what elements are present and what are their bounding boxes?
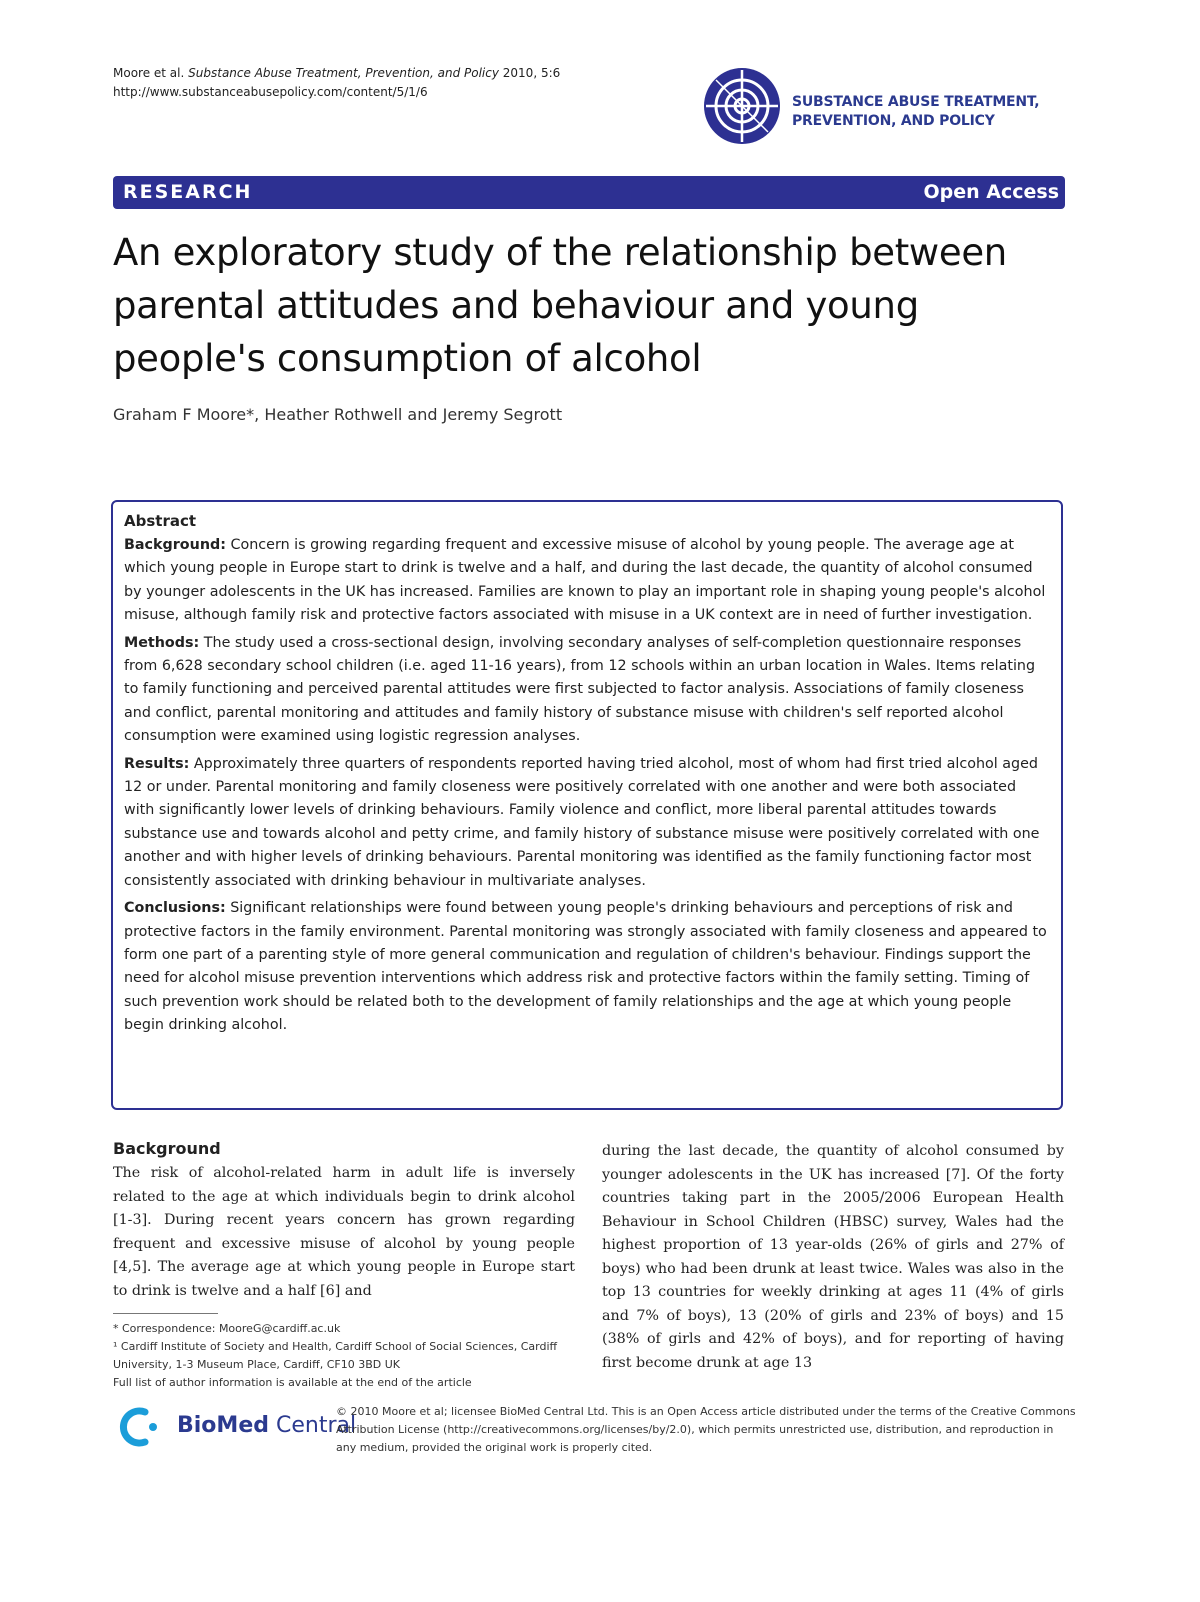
affiliation-line-1: ¹ Cardiff Institute of Society and Health, Cardiff School of Social Sciences, Cardiff <box>113 1340 558 1353</box>
abstract-conclusions <box>124 897 1050 1037</box>
license-line-1: © 2010 Moore et al; licensee BioMed Central Ltd. This is an Open Access article distributed under the terms of the Creative Commons <box>336 1405 1076 1418</box>
section-banner <box>113 176 1065 209</box>
results-label: Results: <box>124 755 190 772</box>
abstract-background <box>124 534 1050 628</box>
author-list: Graham F Moore*, Heather Rothwell and Jeremy Segrott <box>113 405 563 424</box>
methods-text: The study used a cross-sectional design, involving secondary analyses of self-completion questionnaire responses from 6,628 secondary school children (i.e. aged 11-16 years), from 12 schools within an urban location in Wales. Items relating to family functioning and perceived parental attitudes were first subjected to factor analysis. Associations of family closeness and conflict, parental monitoring and attitudes and family history of substance misuse with children's self reported alcohol consumption were examined using logistic regression analyses. <box>124 634 1036 745</box>
open-access-label: Open Access <box>923 181 1059 203</box>
title-line-2: parental attitudes and behaviour and young <box>113 284 919 327</box>
title-line-1: An exploratory study of the relationship between <box>113 231 1007 274</box>
publisher-name-regular: Central <box>269 1413 357 1438</box>
citation-authors: Moore et al. <box>113 66 185 80</box>
journal-name <box>792 93 1039 131</box>
biomed-central-icon <box>113 1407 169 1447</box>
abstract-box <box>111 500 1063 1110</box>
footnote-divider <box>113 1313 218 1314</box>
title-line-3: people's consumption of alcohol <box>113 337 702 380</box>
citation-journal: Substance Abuse Treatment, Prevention, and Policy <box>188 66 499 80</box>
journal-name-line1: SUBSTANCE ABUSE TREATMENT, <box>792 94 1040 110</box>
body-column-left <box>113 1138 575 1303</box>
section-label: RESEARCH <box>123 181 253 203</box>
license-line-3: any medium, provided the original work is properly cited. <box>336 1441 653 1454</box>
body-column-right <box>602 1140 1064 1375</box>
body-paragraph-left: The risk of alcohol-related harm in adult life is inversely related to the age at which individuals begin to drink alcohol [1-3]. During recent years concern has grown regarding frequent and excessive misuse of alcohol by young people [4,5]. The average age at which young people in Europe start to drink is twelve and a half [6] and <box>113 1165 575 1299</box>
abstract-heading: Abstract <box>124 512 197 530</box>
abstract-results <box>124 753 1050 893</box>
background-label: Background: <box>124 537 226 553</box>
license-line-2: Attribution License (http://creativecommons.org/licenses/by/2.0), which permits unrestricted use, distribution, and reproduction in <box>336 1423 1054 1436</box>
publisher-name-bold: BioMed <box>177 1413 269 1438</box>
publisher-logo <box>113 1407 357 1447</box>
background-text: Concern is growing regarding frequent and excessive misuse of alcohol by young people. The average age at which young people in Europe start to drink is twelve and a half, and during the last decade, the quantity of alcohol consumed by younger adolescents in the UK has increased. Families are known to play an important role in shaping young people's alcohol misuse, although family risk and protective factors associated with misuse in a UK context are in need of further investigation. <box>124 537 1046 624</box>
journal-name-line2: PREVENTION, AND POLICY <box>792 113 995 129</box>
journal-logo-icon <box>702 66 782 146</box>
citation-header <box>113 64 560 102</box>
affiliation-line-2: University, 1-3 Museum Place, Cardiff, CF10 3BD UK <box>113 1358 400 1371</box>
conclusions-text: Significant relationships were found between young people's drinking behaviours and perceptions of risk and protective factors in the family environment. Parental monitoring was strongly associated with family closeness and appeared to form one part of a parenting style of more general communication and regulation of children's behaviour. Findings support the need for alcohol misuse prevention interventions which address risk and protective factors within the family setting. Timing of such prevention work should be related both to the development of family relationships and the age at which young people begin drinking alcohol. <box>124 900 1047 1034</box>
article-title <box>113 226 1073 385</box>
license-text <box>336 1403 1076 1457</box>
citation-year-volume: 2010, 5:6 <box>502 66 561 80</box>
correspondence-note: * Correspondence: MooreG@cardiff.ac.uk <box>113 1322 341 1335</box>
author-info-note: Full list of author information is available at the end of the article <box>113 1376 472 1389</box>
abstract-methods <box>124 632 1050 749</box>
results-text: Approximately three quarters of respondents reported having tried alcohol, most of whom had first tried alcohol aged 12 or under. Parental monitoring and family closeness were positively correlated with one another and were both associated with significantly lower levels of drinking behaviours. Family violence and conflict, more liberal parental attitudes towards substance use and towards alcohol and petty crime, and family history of substance misuse were positively correlated with one another and with higher levels of drinking behaviours. Parental monitoring was identified as the family functioning factor most consistently associated with drinking behaviour in multivariate analyses. <box>124 755 1040 889</box>
footnotes <box>113 1320 581 1392</box>
body-paragraph-right: during the last decade, the quantity of alcohol consumed by younger adolescents in the UK has increased [7]. Of the forty countries taking part in the 2005/2006 European Health Behaviour in School Children (HBSC) survey, Wales had the highest proportion of 13 year-olds (26% of girls and 27% of boys) who had been drunk at least twice. Wales was also in the top 13 countries for weekly drinking at ages 11 (4% of girls and 7% of boys), 13 (20% of girls and 23% of boys) and 15 (38% of girls and 42% of boys), and for reporting of having first become drunk at age 13 <box>602 1143 1064 1371</box>
publisher-name <box>177 1413 356 1438</box>
methods-label: Methods: <box>124 634 200 651</box>
background-section-heading: Background <box>113 1139 221 1158</box>
conclusions-label: Conclusions: <box>124 900 226 917</box>
article-url[interactable]: http://www.substanceabusepolicy.com/content/5/1/6 <box>113 85 428 99</box>
